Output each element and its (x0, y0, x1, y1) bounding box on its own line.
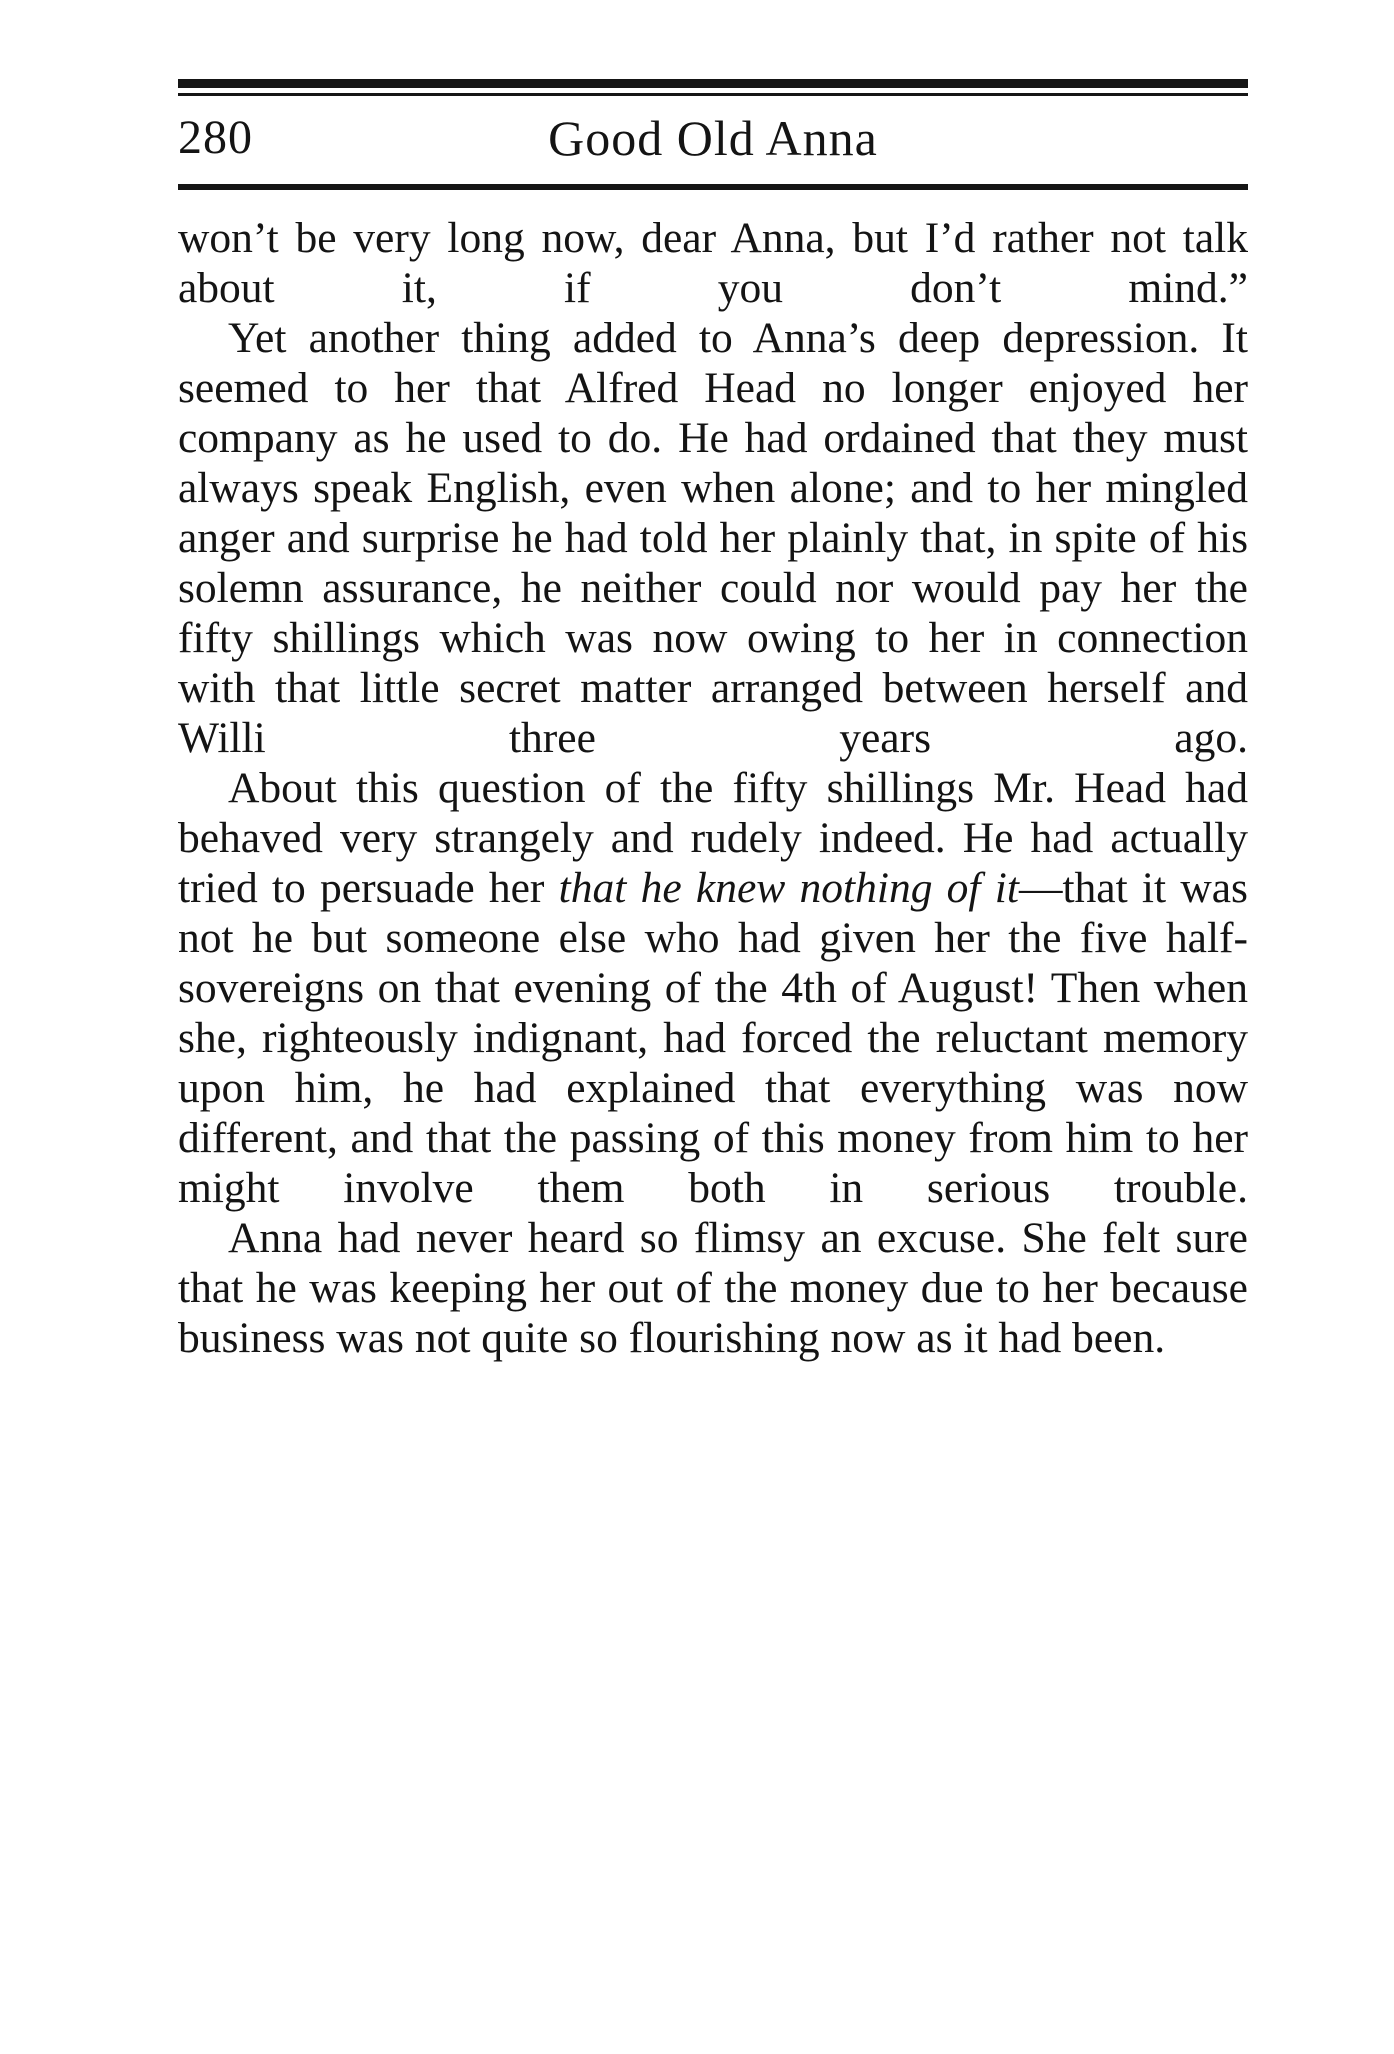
body-text (178, 213, 1248, 1363)
paragraph-3-text-before: About this question of the fifty shillings Mr. Head had behaved very strangely and rudely indeed. He had actually tried to persuade her (178, 764, 1248, 912)
paragraph-3-text-after: —that it was not he but someone else who had given her the five half-sovereigns on that evening of the 4th of August! Then when she, righteously indignant, had forced the reluctant memory upon him, he had explained that everything was now different, and that the passing of this money from him to her might involve them both in serious trouble. (178, 864, 1248, 1212)
paragraph-4 (178, 1213, 1248, 1363)
header-rule (178, 184, 1248, 190)
paragraph-3-emphasis: that he knew nothing of it (558, 864, 1019, 912)
paragraph-3 (178, 763, 1248, 1213)
running-header (178, 105, 1248, 171)
paragraph-2-text: Yet another thing added to Anna’s deep depression. It seemed to her that Alfred Head no longer enjoyed her company as he used to do. He had ordained that they must always speak English, even when alone; and to her mingled anger and surprise he had told her plainly that, in spite of his solemn assurance, he neither could nor would pay her the fifty shillings which was now owing to her in connection with that little secret matter arranged between herself and Willi three years ago. (178, 314, 1248, 762)
page-number: 280 (178, 111, 253, 164)
running-title: Good Old Anna (548, 110, 878, 166)
paragraph-1 (178, 213, 1248, 313)
paragraph-2 (178, 313, 1248, 763)
top-double-rule-thick (178, 79, 1248, 88)
paragraph-1-text: won’t be very long now, dear Anna, but I’d rather not talk about it, if you don’t mind.” (178, 214, 1248, 312)
paragraph-4-text: Anna had never heard so flimsy an excuse. She felt sure that he was keeping her out of the money due to her because business was not quite so flourishing now as it had been. (178, 1214, 1248, 1362)
top-double-rule-thin (178, 93, 1248, 96)
